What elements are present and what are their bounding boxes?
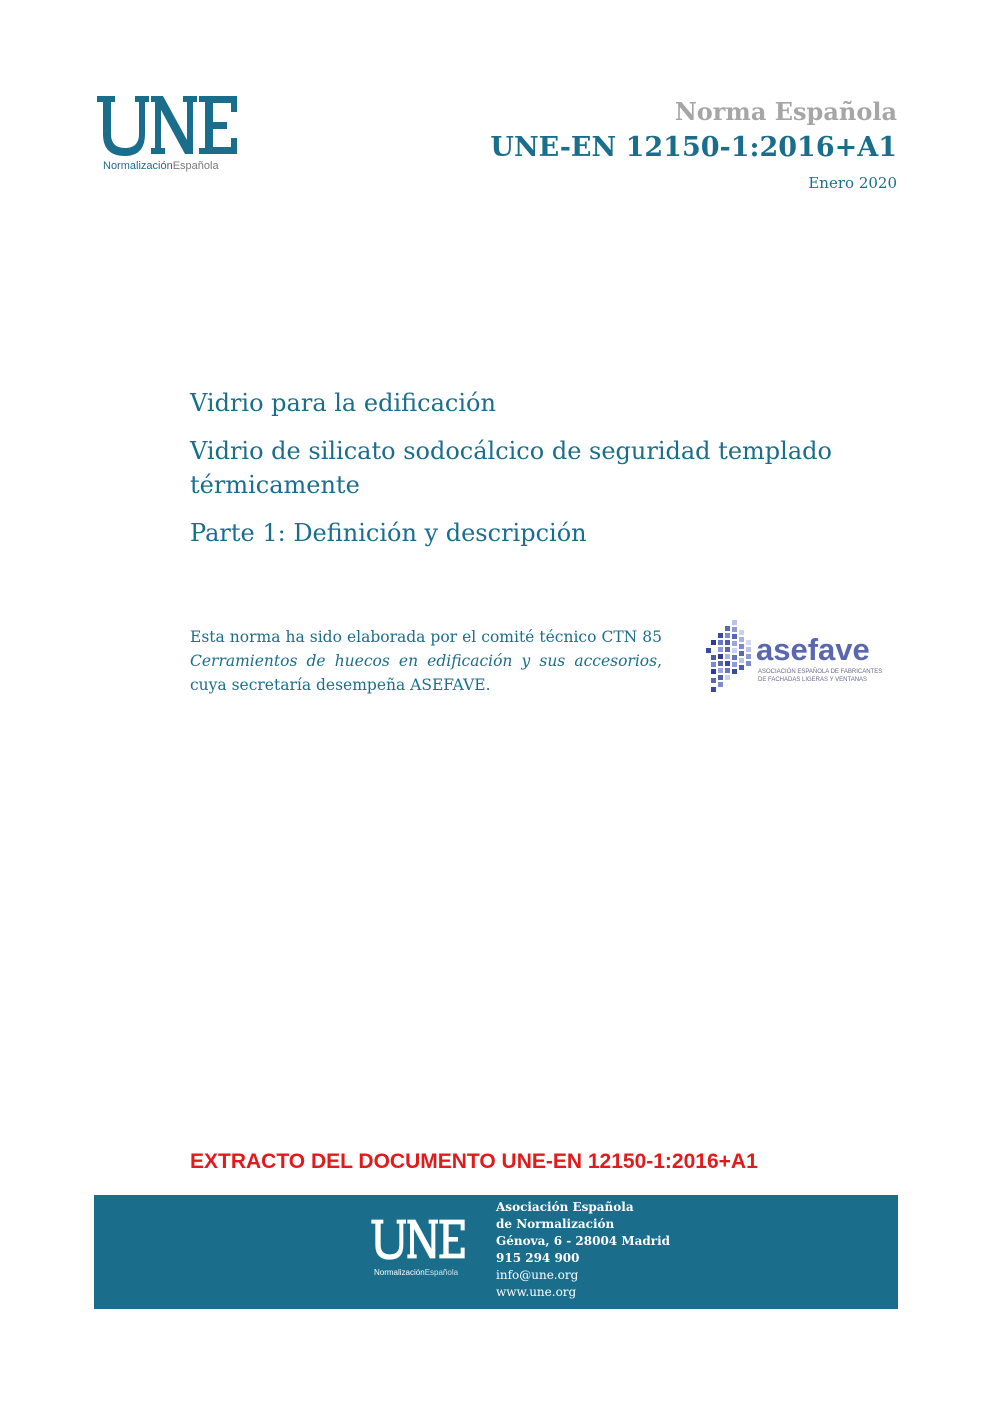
footer-email[interactable]: info@une.org [496, 1268, 579, 1282]
footer-contact-info [496, 1199, 670, 1301]
norma-label: Norma Española [674, 97, 897, 126]
document-id: UNE-EN 12150-1:2016+A1 [490, 132, 897, 163]
asefave-logo [706, 618, 896, 698]
footer-org-line-1: Asociación Española [496, 1200, 634, 1214]
asefave-subtitle: ASOCIACIÓN ESPAÑOLA DE FABRICANTES DE FACHADAS LIGERAS Y VENTANAS [758, 669, 883, 683]
logo-tagline: NormalizaciónEspañola [103, 160, 219, 172]
une-logo [95, 92, 255, 177]
footer-banner [94, 1195, 898, 1309]
footer-website[interactable]: www.une.org [496, 1285, 577, 1299]
footer-logo-tagline: NormalizaciónEspañola [374, 1268, 459, 1277]
title-line-2: Vidrio de silicato sodocálcico de seguridad templado térmicamente [190, 437, 832, 499]
committee-statement: Esta norma ha sido elaborada por el comité técnico CTN 85 Cerramientos de huecos en edificación y sus accesorios, cuya secretaría desempeña ASEFAVE. [190, 628, 662, 694]
header-right [490, 96, 897, 192]
asefave-wordmark: asefave [756, 632, 870, 667]
footer-phone: 915 294 900 [496, 1251, 580, 1265]
document-titles [190, 386, 890, 550]
title-line-3: Parte 1: Definición y descripción [190, 519, 587, 547]
asefave-mark-icon [706, 618, 752, 698]
footer-une-logo [370, 1217, 480, 1287]
footer-org-line-2: de Normalización [496, 1217, 615, 1231]
title-line-1: Vidrio para la edificación [190, 389, 496, 417]
extract-notice: EXTRACTO DEL DOCUMENTO UNE-EN 12150-1:2016+A1 [190, 1150, 758, 1173]
footer-address: Génova, 6 - 28004 Madrid [496, 1234, 671, 1248]
document-date: Enero 2020 [808, 174, 897, 192]
